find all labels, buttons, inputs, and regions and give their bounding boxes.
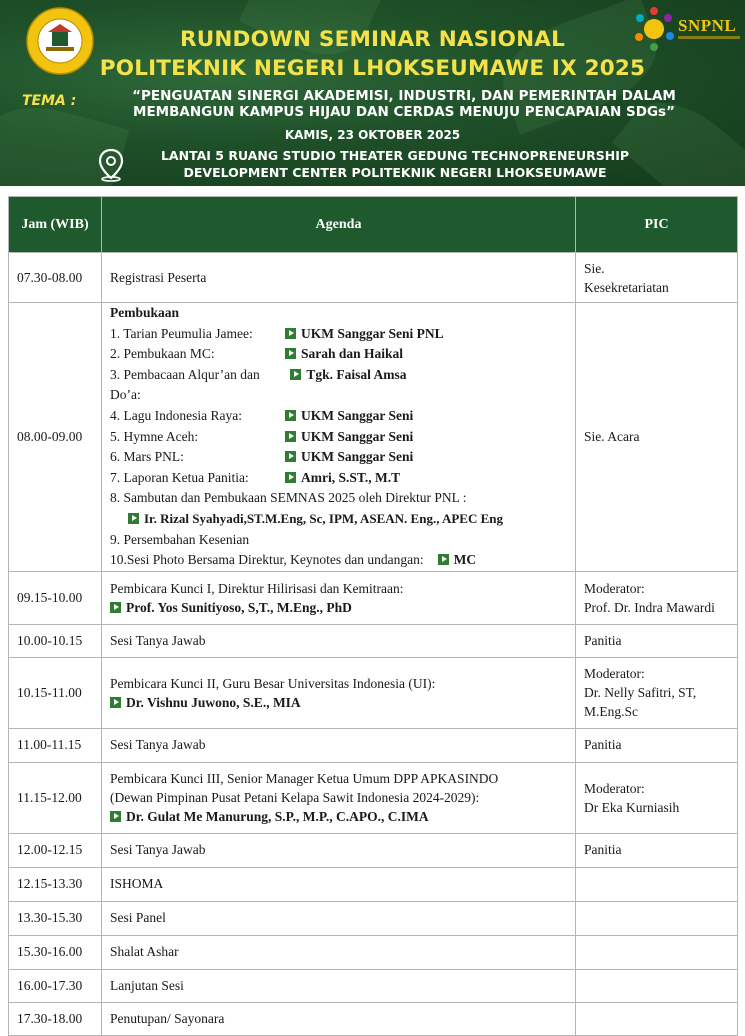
arrow-icon (290, 369, 301, 380)
table-row (9, 833, 738, 867)
row-agenda: Shalat Ashar (102, 935, 576, 969)
tema-label: TEMA : (22, 93, 77, 109)
row-time: 10.00-10.15 (9, 624, 102, 657)
row-pic: Moderator: Dr. Nelly Safitri, ST, M.Eng.Sc (576, 657, 738, 728)
header-agenda: Agenda (102, 197, 576, 253)
arrow-icon (285, 431, 296, 442)
row-agenda: Registrasi Peserta (102, 253, 576, 303)
row-agenda: Sesi Tanya Jawab (102, 833, 576, 867)
program-item: 6. Mars PNL: UKM Sanggar Seni (110, 449, 414, 465)
pembukaan-heading: Pembukaan (110, 305, 180, 320)
header-banner (0, 0, 745, 186)
row-agenda: Penutupan/ Sayonara (102, 1002, 576, 1035)
table-row (9, 867, 738, 901)
row-pic (576, 935, 738, 969)
arrow-icon (285, 410, 296, 421)
row-agenda: Sesi Tanya Jawab (102, 728, 576, 762)
row-time: 13.30-15.30 (9, 901, 102, 935)
row-time: 07.30-08.00 (9, 253, 102, 303)
program-item: 1. Tarian Peumulia Jamee: UKM Sanggar Seni PNL (110, 325, 444, 341)
pic-line: Sie. (584, 260, 605, 276)
table-row (9, 657, 738, 728)
tema-line-1: “PENGUATAN SINERGI AKADEMISI, INDUSTRI, DAN PEMERINTAH DALAM (132, 88, 676, 104)
row-pic (576, 1002, 738, 1035)
header-pic: PIC (576, 197, 738, 253)
table-row (9, 935, 738, 969)
row-pic (576, 969, 738, 1002)
row-agenda-pembukaan (102, 303, 576, 572)
pic-line: Kesekretariatan (584, 279, 669, 295)
table-header-row (9, 197, 738, 253)
snpnl-logo-text: SNPNL (678, 16, 737, 35)
program-item: 7. Laporan Ketua Panitia: Amri, S.ST., M.T (110, 469, 401, 485)
row-pic (576, 253, 738, 303)
row-pic: Moderator: Prof. Dr. Indra Mawardi (576, 571, 738, 624)
row-time: 12.00-12.15 (9, 833, 102, 867)
event-date: KAMIS, 23 OKTOBER 2025 (284, 128, 461, 142)
program-item-9: 9. Persembahan Kesenian (110, 531, 250, 547)
arrow-icon (285, 451, 296, 462)
row-time: 16.00-17.30 (9, 969, 102, 1002)
row-agenda: Pembicara Kunci I, Direktur Hilirisasi dan Kemitraan: Prof. Yos Sunitiyoso, S,T., M.Eng., PhD (102, 571, 576, 624)
arrow-icon (438, 554, 449, 565)
row-agenda: ISHOMA (102, 867, 576, 901)
location-line-2: DEVELOPMENT CENTER POLITEKNIK NEGERI LHOKSEUMAWE (183, 165, 607, 180)
program-item: 3. Pembacaan Alqur’an dan Do’a: Tgk. Faisal Amsa (110, 366, 407, 403)
row-agenda: Sesi Tanya Jawab (102, 624, 576, 657)
row-time: 17.30-18.00 (9, 1002, 102, 1035)
table-row (9, 728, 738, 762)
row-time: 12.15-13.30 (9, 867, 102, 901)
program-item-10: 10.Sesi Photo Bersama Direktur, Keynotes dan undangan: MC (110, 552, 477, 568)
row-pic: Panitia (576, 624, 738, 657)
program-item: 4. Lagu Indonesia Raya: UKM Sanggar Seni (110, 407, 414, 423)
row-pic: Moderator: Dr Eka Kurniasih (576, 762, 738, 833)
table-row (9, 253, 738, 303)
row-agenda: Sesi Panel (102, 901, 576, 935)
arrow-icon (285, 328, 296, 339)
table-row (9, 624, 738, 657)
row-time: 10.15-11.00 (9, 657, 102, 728)
arrow-icon (110, 811, 121, 822)
arrow-icon (285, 472, 296, 483)
table-row (9, 762, 738, 833)
program-item-8: 8. Sambutan dan Pembukaan SEMNAS 2025 oleh Direktur PNL : (110, 490, 467, 506)
row-time: 15.30-16.00 (9, 935, 102, 969)
program-item-8-person: Ir. Rizal Syahyadi,ST.M.Eng, Sc, IPM, ASEAN. Eng., APEC Eng (110, 509, 567, 530)
tema-line-2: MEMBANGUN KAMPUS HIJAU DAN CERDAS MENUJU PENCAPAIAN SDGs” (133, 104, 675, 120)
row-pic: Panitia (576, 833, 738, 867)
arrow-icon (285, 348, 296, 359)
arrow-icon (128, 513, 139, 524)
table-row (9, 1002, 738, 1035)
row-time: 09.15-10.00 (9, 571, 102, 624)
row-agenda: Pembicara Kunci II, Guru Besar Universitas Indonesia (UI): Dr. Vishnu Juwono, S.E., MIA (102, 657, 576, 728)
row-pic: Panitia (576, 728, 738, 762)
row-time: 11.15-12.00 (9, 762, 102, 833)
row-agenda: Pembicara Kunci III, Senior Manager Ketua Umum DPP APKASINDO (Dewan Pimpinan Pusat Petani Kelapa Sawit Indonesia 2024-2029): Dr. Gulat Me Manurung, S.P., M.P., C.APO., C.IMA (102, 762, 576, 833)
row-time: 11.00-11.15 (9, 728, 102, 762)
program-item: 2. Pembukaan MC: Sarah dan Haikal (110, 346, 404, 362)
row-time: 08.00-09.00 (9, 303, 102, 572)
program-item: 5. Hymne Aceh: UKM Sanggar Seni (110, 428, 414, 444)
arrow-icon (110, 602, 121, 613)
location-pin-icon (98, 148, 124, 182)
row-agenda: Lanjutan Sesi (102, 969, 576, 1002)
row-pic (576, 867, 738, 901)
row-pic (576, 901, 738, 935)
table-row (9, 571, 738, 624)
header-jam: Jam (WIB) (9, 197, 102, 253)
row-pic: Sie. Acara (576, 303, 738, 572)
table-row-pembukaan (9, 303, 738, 572)
table-row (9, 969, 738, 1002)
title-line-1: RUNDOWN SEMINAR NASIONAL (179, 27, 566, 52)
location-line-1: LANTAI 5 RUANG STUDIO THEATER GEDUNG TECHNOPRENEURSHIP (160, 148, 630, 163)
title-line-2: POLITEKNIK NEGERI LHOKSEUMAWE IX 2025 (99, 56, 646, 81)
arrow-icon (110, 697, 121, 708)
rundown-table (8, 196, 738, 1036)
table-row (9, 901, 738, 935)
